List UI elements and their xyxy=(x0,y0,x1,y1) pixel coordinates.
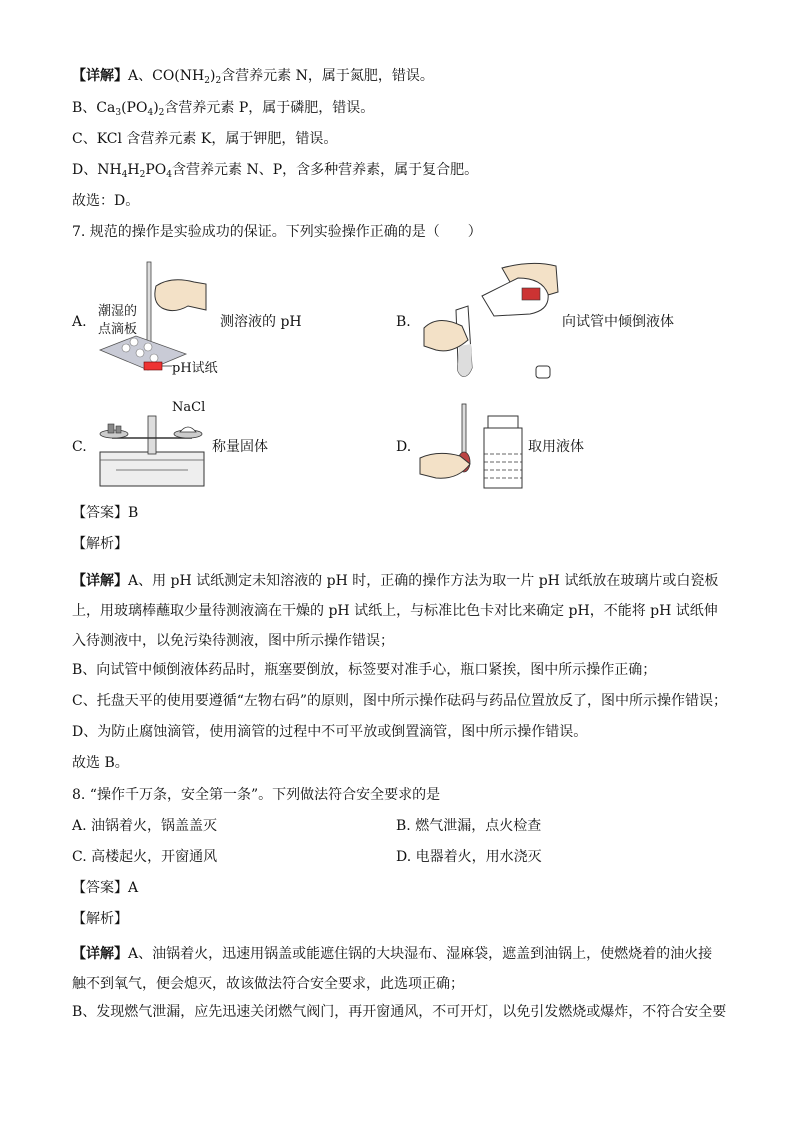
q7-option-a-letter: A. xyxy=(72,314,87,330)
q8-detail-b: B、发现燃气泄漏，应先迅速关闭燃气阀门，再开窗通风，不可开灯，以免引发燃烧或爆炸，不符合安全要 xyxy=(72,1004,727,1020)
q7-detail-b: B、向试管中倾倒液体药品时，瓶塞要倒放，标签要对准手心，瓶口紧挨，图中所示操作正确； xyxy=(72,662,657,678)
nacl-label: NaCl xyxy=(172,400,206,415)
q7-option-b-letter: B. xyxy=(396,314,411,330)
q8-option-a: A. 油锅着火，锅盖盖灭 xyxy=(72,818,218,834)
q7-option-c-caption: 称量固体 xyxy=(212,439,268,455)
q8-option-c: C. 高楼起火，开窗通风 xyxy=(72,849,218,865)
q7-detail-d: D、为防止腐蚀滴管，使用滴管的过程中不可平放或倒置滴管，图中所示操作错误。 xyxy=(72,724,588,740)
q8-option-d: D. 电器着火，用水浇灭 xyxy=(396,849,542,865)
q7-detail-a: 【详解】A、用 pH 试纸测定未知溶液的 pH 时，正确的操作方法为取一片 pH 试纸放在玻璃片或白瓷板上，用玻璃棒蘸取少量待测液滴在干燥的 pH 试纸上，与标准比色卡对比来确定 pH，不能将 pH 试纸伸入待测液中，以免污染待测液，图中所示操作错误； xyxy=(72,573,719,649)
q7-option-d-letter: D. xyxy=(396,439,412,455)
spot-plate-label-2: 点滴板 xyxy=(98,322,138,337)
q6-detail-d: D、$NH_4H_2PO_4$含营养元素 N、P，含多种营养素，属于复合肥。 xyxy=(72,162,479,180)
q7-option-d-caption: 取用液体 xyxy=(528,439,584,455)
q7-detail-c: C、托盘天平的使用要遵循“左物右码”的原则，图中所示操作砝码与药品位置放反了，图中所示操作错误； xyxy=(72,693,728,709)
q7-stem: 7. 规范的操作是实验成功的保证。下列实验操作正确的是（ ） xyxy=(72,224,482,240)
ph-paper-label: pH试纸 xyxy=(172,361,218,376)
q8-stem: 8. “操作千万条，安全第一条”。下列做法符合安全要求的是 xyxy=(72,787,441,803)
q8-option-b: B. 燃气泄漏，点火检查 xyxy=(396,818,542,834)
detail-tag: 【详解】 xyxy=(72,68,128,84)
q6-choice: 故选：D。 xyxy=(72,193,140,209)
q8-detail-a: 【详解】A、油锅着火，迅速用锅盖或能遮住锅的大块湿布、湿麻袋，遮盖到油锅上，使燃烧着的油火接触不到氧气，便会熄灭，故该做法符合安全要求，此选项正确； xyxy=(72,946,713,992)
pouring-illustration xyxy=(422,258,562,383)
spot-plate-label-1: 潮湿的 xyxy=(98,304,138,319)
q7-analysis: 【解析】 xyxy=(72,536,128,552)
q7-answer: 【答案】B xyxy=(72,505,139,521)
q7-option-c-letter: C. xyxy=(72,439,87,455)
dropper-illustration xyxy=(418,402,526,492)
q7-option-a-caption: 测溶液的 pH xyxy=(220,314,302,330)
balance-figure xyxy=(96,398,208,490)
q7-option-b-caption: 向试管中倾倒液体 xyxy=(562,314,674,330)
q8-analysis: 【解析】 xyxy=(72,911,128,927)
q6-detail-b: B、$Ca_3(PO_4)_2$含营养元素 P，属于磷肥，错误。 xyxy=(72,100,375,118)
pouring-figure xyxy=(422,258,562,383)
q8-answer: 【答案】A xyxy=(72,880,139,896)
q6-detail-c: C、KCl 含营养元素 K，属于钾肥，错误。 xyxy=(72,131,338,147)
q6-detail-a: 【详解】A、$CO(NH_2)_2$含营养元素 N，属于氮肥，错误。 xyxy=(72,68,434,86)
q7-choice: 故选 B。 xyxy=(72,755,129,771)
dropper-figure xyxy=(418,402,526,492)
